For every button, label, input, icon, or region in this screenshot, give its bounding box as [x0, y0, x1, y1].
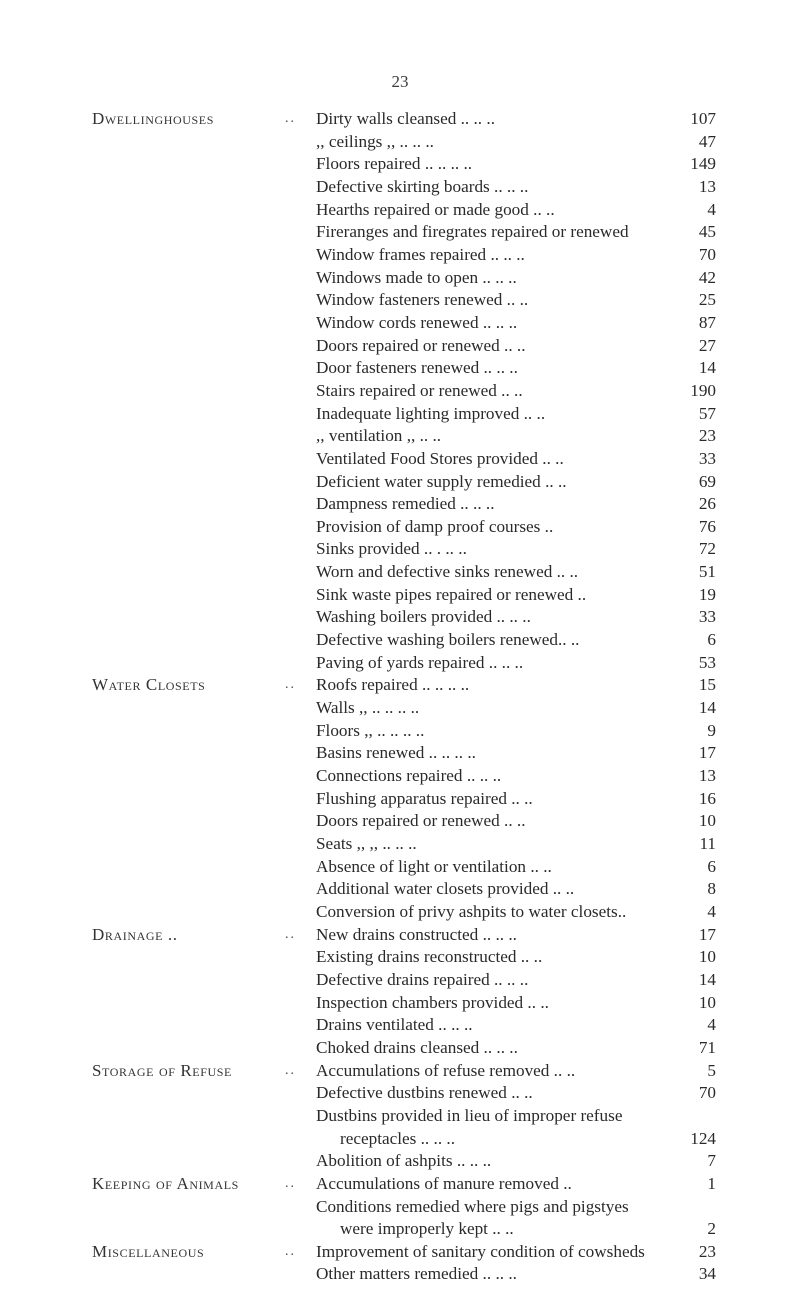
table-row — [0, 1241, 800, 1264]
item-count: 14 — [698, 358, 716, 378]
table-row — [0, 267, 800, 290]
table-row — [0, 1037, 800, 1060]
item-label: ,, ventilation ,, .. .. — [316, 426, 442, 446]
item-label: Hearths repaired or made good .. .. — [316, 199, 555, 219]
item-count: 8 — [707, 879, 716, 899]
item-label: Improvement of sanitary condition of cowsheds — [316, 1241, 645, 1261]
table-row — [0, 606, 800, 629]
item-label: Doors repaired or renewed .. .. — [316, 335, 526, 355]
item-count: 4 — [707, 199, 716, 219]
item-label: Paving of yards repaired .. .. .. — [316, 652, 524, 672]
table-row — [0, 1128, 800, 1151]
item-count: 190 — [690, 380, 716, 400]
item-label: ,, ceilings ,, .. .. .. — [316, 131, 434, 151]
page-number: 23 — [391, 72, 409, 91]
item-count: 42 — [698, 267, 716, 287]
leader-dots: .. — [285, 1243, 296, 1259]
table-row — [0, 946, 800, 969]
table-row — [0, 1196, 800, 1219]
item-label: Washing boilers provided .. .. .. — [316, 607, 531, 627]
item-count: 34 — [698, 1264, 716, 1284]
item-count: 4 — [707, 901, 716, 921]
item-count: 69 — [698, 471, 716, 491]
item-label: Defective drains repaired .. .. .. — [316, 969, 529, 989]
section-heading: Storage of Refuse — [92, 1060, 232, 1080]
table-row — [0, 856, 800, 879]
item-count: 10 — [698, 811, 716, 831]
item-count: 15 — [698, 675, 716, 695]
table-row — [0, 1150, 800, 1173]
table-row — [0, 153, 800, 176]
item-count: 6 — [707, 856, 716, 876]
table-row — [0, 425, 800, 448]
table-row — [0, 335, 800, 358]
item-count: 27 — [698, 335, 716, 355]
item-label: Abolition of ashpits .. .. .. — [316, 1151, 492, 1171]
table-row — [0, 199, 800, 222]
item-count: 13 — [698, 176, 716, 196]
table-row — [0, 538, 800, 561]
item-label: Window fasteners renewed .. .. — [316, 290, 529, 310]
leader-dots: .. — [285, 111, 296, 126]
table-row — [0, 448, 800, 471]
table-row — [0, 1263, 800, 1286]
item-label: Doors repaired or renewed .. .. — [316, 811, 526, 831]
table-row — [0, 131, 800, 154]
item-label: Other matters remedied .. .. .. — [316, 1264, 517, 1284]
item-count: 33 — [698, 448, 716, 468]
item-label: Inadequate lighting improved .. .. — [316, 403, 546, 423]
table-row — [0, 403, 800, 426]
item-count: 13 — [698, 766, 716, 786]
item-count: 7 — [707, 1151, 716, 1171]
item-label: receptacles .. .. .. — [340, 1128, 456, 1148]
table-row — [0, 742, 800, 765]
item-label: Choked drains cleansed .. .. .. — [316, 1037, 518, 1057]
item-label: Floors repaired .. .. .. .. — [316, 154, 473, 174]
item-label: Window frames repaired .. .. .. — [316, 244, 525, 264]
item-count: 51 — [698, 562, 716, 582]
item-count: 76 — [698, 516, 716, 536]
item-count: 70 — [698, 1083, 716, 1103]
item-count: 149 — [690, 154, 716, 174]
section-heading: Miscellaneous — [92, 1241, 205, 1261]
item-count: 5 — [707, 1060, 716, 1080]
item-label: Ventilated Food Stores provided .. .. — [316, 448, 564, 468]
item-count: 4 — [707, 1015, 716, 1035]
item-count: 2 — [707, 1219, 716, 1239]
item-label: Connections repaired .. .. .. — [316, 766, 502, 786]
item-label: Dirty walls cleansed .. .. .. — [316, 109, 495, 128]
item-label: Sink waste pipes repaired or renewed .. — [316, 584, 587, 604]
table-row — [0, 833, 800, 856]
item-label: Drains ventilated .. .. .. — [316, 1015, 473, 1035]
table-row — [0, 1014, 800, 1037]
item-label: Absence of light or ventilation .. .. — [316, 856, 552, 876]
item-count: 14 — [698, 698, 716, 718]
item-count: 23 — [698, 426, 716, 446]
item-label: Conversion of privy ashpits to water closets.. — [316, 901, 627, 921]
item-count: 72 — [698, 539, 716, 559]
item-count: 9 — [707, 720, 716, 740]
item-label: Door fasteners renewed .. .. .. — [316, 358, 518, 378]
item-count: 124 — [690, 1128, 716, 1148]
table-row — [0, 629, 800, 652]
table-row — [0, 810, 800, 833]
section-heading: Water Closets — [92, 675, 206, 695]
item-label: Accumulations of refuse removed .. .. — [316, 1060, 576, 1080]
table-row — [0, 176, 800, 199]
item-label: Stairs repaired or renewed .. .. — [316, 380, 523, 400]
item-label: Defective dustbins renewed .. .. — [316, 1083, 533, 1103]
table-row — [0, 969, 800, 992]
item-label: Deficient water supply remedied .. .. — [316, 471, 567, 491]
table-row — [0, 924, 800, 947]
item-label: Provision of damp proof courses .. — [316, 516, 554, 536]
table-row — [0, 289, 800, 312]
leader-dots: .. — [285, 926, 296, 942]
table-row — [0, 765, 800, 788]
table-row — [0, 221, 800, 244]
table-row — [0, 720, 800, 743]
item-label: Fireranges and firegrates repaired or renewed — [316, 222, 629, 242]
item-label: Windows made to open .. .. .. — [316, 267, 517, 287]
item-label: Sinks provided .. . .. .. — [316, 539, 467, 559]
sanitary-works-table — [0, 108, 800, 1286]
table-row — [0, 357, 800, 380]
item-count: 16 — [698, 788, 716, 808]
table-row — [0, 584, 800, 607]
item-label: Dampness remedied .. .. .. — [316, 494, 495, 514]
item-count: 1 — [707, 1173, 716, 1193]
table-row — [0, 674, 800, 697]
item-count: 33 — [698, 607, 716, 627]
table-row — [0, 380, 800, 403]
item-label: Existing drains reconstructed .. .. — [316, 947, 543, 967]
item-count: 26 — [698, 494, 716, 514]
item-label: New drains constructed .. .. .. — [316, 924, 517, 944]
item-count: 19 — [698, 584, 716, 604]
item-count: 6 — [707, 630, 716, 650]
item-count: 14 — [698, 969, 716, 989]
table-row — [0, 1082, 800, 1105]
item-label: Window cords renewed .. .. .. — [316, 312, 518, 332]
table-row — [0, 244, 800, 267]
item-count: 17 — [698, 924, 716, 944]
section-heading: Drainage .. — [92, 924, 178, 944]
item-count: 70 — [698, 244, 716, 264]
item-label: Conditions remedied where pigs and pigstyes — [316, 1196, 629, 1216]
table-row — [0, 652, 800, 675]
item-label: Floors ,, .. .. .. .. — [316, 720, 425, 740]
item-label: Worn and defective sinks renewed .. .. — [316, 562, 579, 582]
table-row — [0, 992, 800, 1015]
item-label: Defective washing boilers renewed.. .. — [316, 630, 580, 650]
item-count: 10 — [698, 992, 716, 1012]
item-label: Flushing apparatus repaired .. .. — [316, 788, 533, 808]
leader-dots: .. — [285, 1062, 296, 1078]
item-label: Seats ,, ,, .. .. .. — [316, 834, 417, 853]
section-heading: Keeping of Animals — [92, 1173, 239, 1193]
item-count: 71 — [698, 1037, 716, 1057]
item-count: 87 — [698, 312, 716, 332]
item-label: Accumulations of manure removed .. — [316, 1173, 572, 1193]
leader-dots: .. — [285, 1175, 296, 1191]
item-label: Dustbins provided in lieu of improper refuse — [316, 1105, 623, 1125]
item-count: 10 — [698, 947, 716, 967]
item-label: Inspection chambers provided .. .. — [316, 992, 549, 1012]
item-count: 17 — [698, 743, 716, 763]
table-row — [0, 901, 800, 924]
table-row — [0, 788, 800, 811]
table-row — [0, 1105, 800, 1128]
item-label: Walls ,, .. .. .. .. — [316, 698, 420, 718]
table-row — [0, 697, 800, 720]
table-row — [0, 561, 800, 584]
item-count: 47 — [698, 131, 716, 151]
table-row — [0, 516, 800, 539]
item-count: 11 — [699, 834, 716, 853]
item-count: 107 — [690, 109, 716, 128]
leader-dots: .. — [285, 677, 296, 693]
table-row — [0, 493, 800, 516]
table-row — [0, 1173, 800, 1196]
table-row — [0, 1060, 800, 1083]
item-count: 25 — [698, 290, 716, 310]
item-label: Defective skirting boards .. .. .. — [316, 176, 529, 196]
item-count: 45 — [698, 222, 716, 242]
table-row — [0, 312, 800, 335]
table-row — [0, 1218, 800, 1241]
table-row — [0, 108, 800, 131]
item-count: 23 — [698, 1241, 716, 1261]
item-count: 53 — [698, 652, 716, 672]
table-row — [0, 471, 800, 494]
item-label: were improperly kept .. .. — [340, 1219, 514, 1239]
item-label: Roofs repaired .. .. .. .. — [316, 675, 470, 695]
item-count: 57 — [698, 403, 716, 423]
item-label: Basins renewed .. .. .. .. — [316, 743, 476, 763]
section-heading: Dwellinghouses — [92, 109, 214, 128]
table-row — [0, 878, 800, 901]
item-label: Additional water closets provided .. .. — [316, 879, 575, 899]
